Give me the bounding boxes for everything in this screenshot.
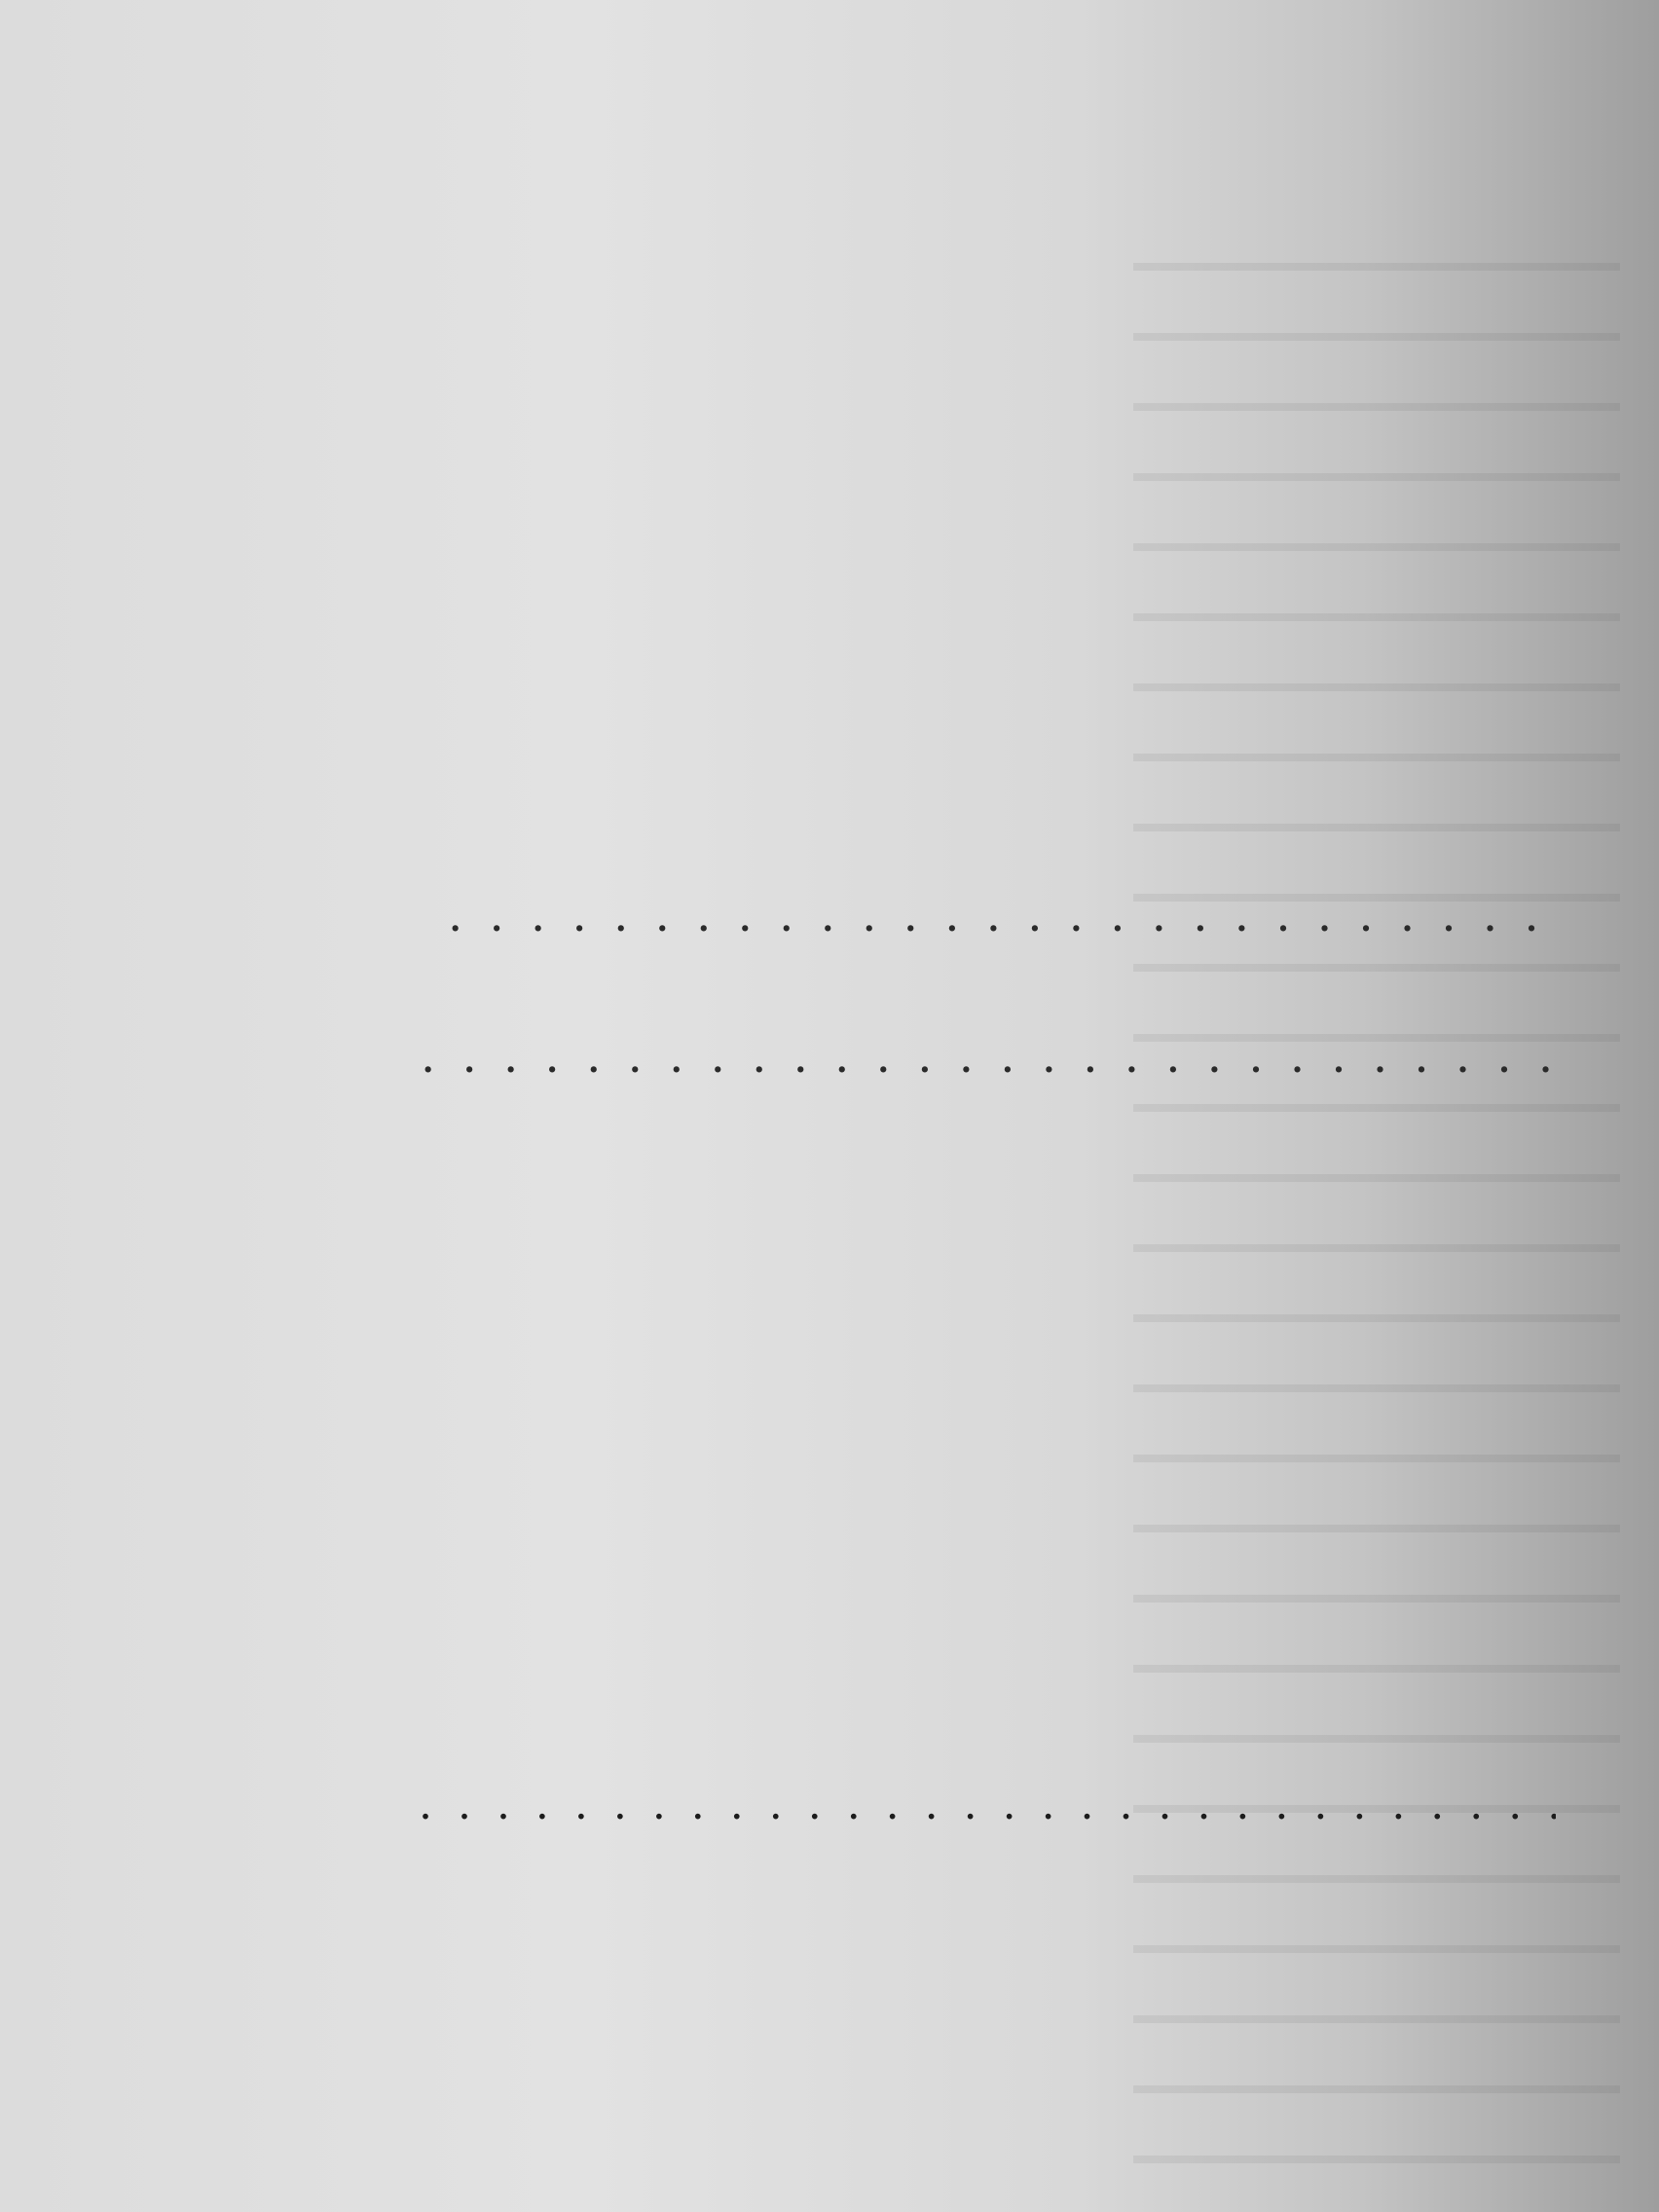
toc-entry-glory-cont (195, 886, 1567, 944)
toc-entry-society (407, 1774, 1567, 1836)
toc-entry-source-references (195, 1027, 1567, 1086)
dot-leader (421, 1027, 1556, 1086)
bleed-through-text (1133, 224, 1620, 2171)
dot-leader (448, 886, 1556, 944)
toc-entry-glory (195, 818, 1567, 876)
dot-leader (419, 1774, 1556, 1836)
